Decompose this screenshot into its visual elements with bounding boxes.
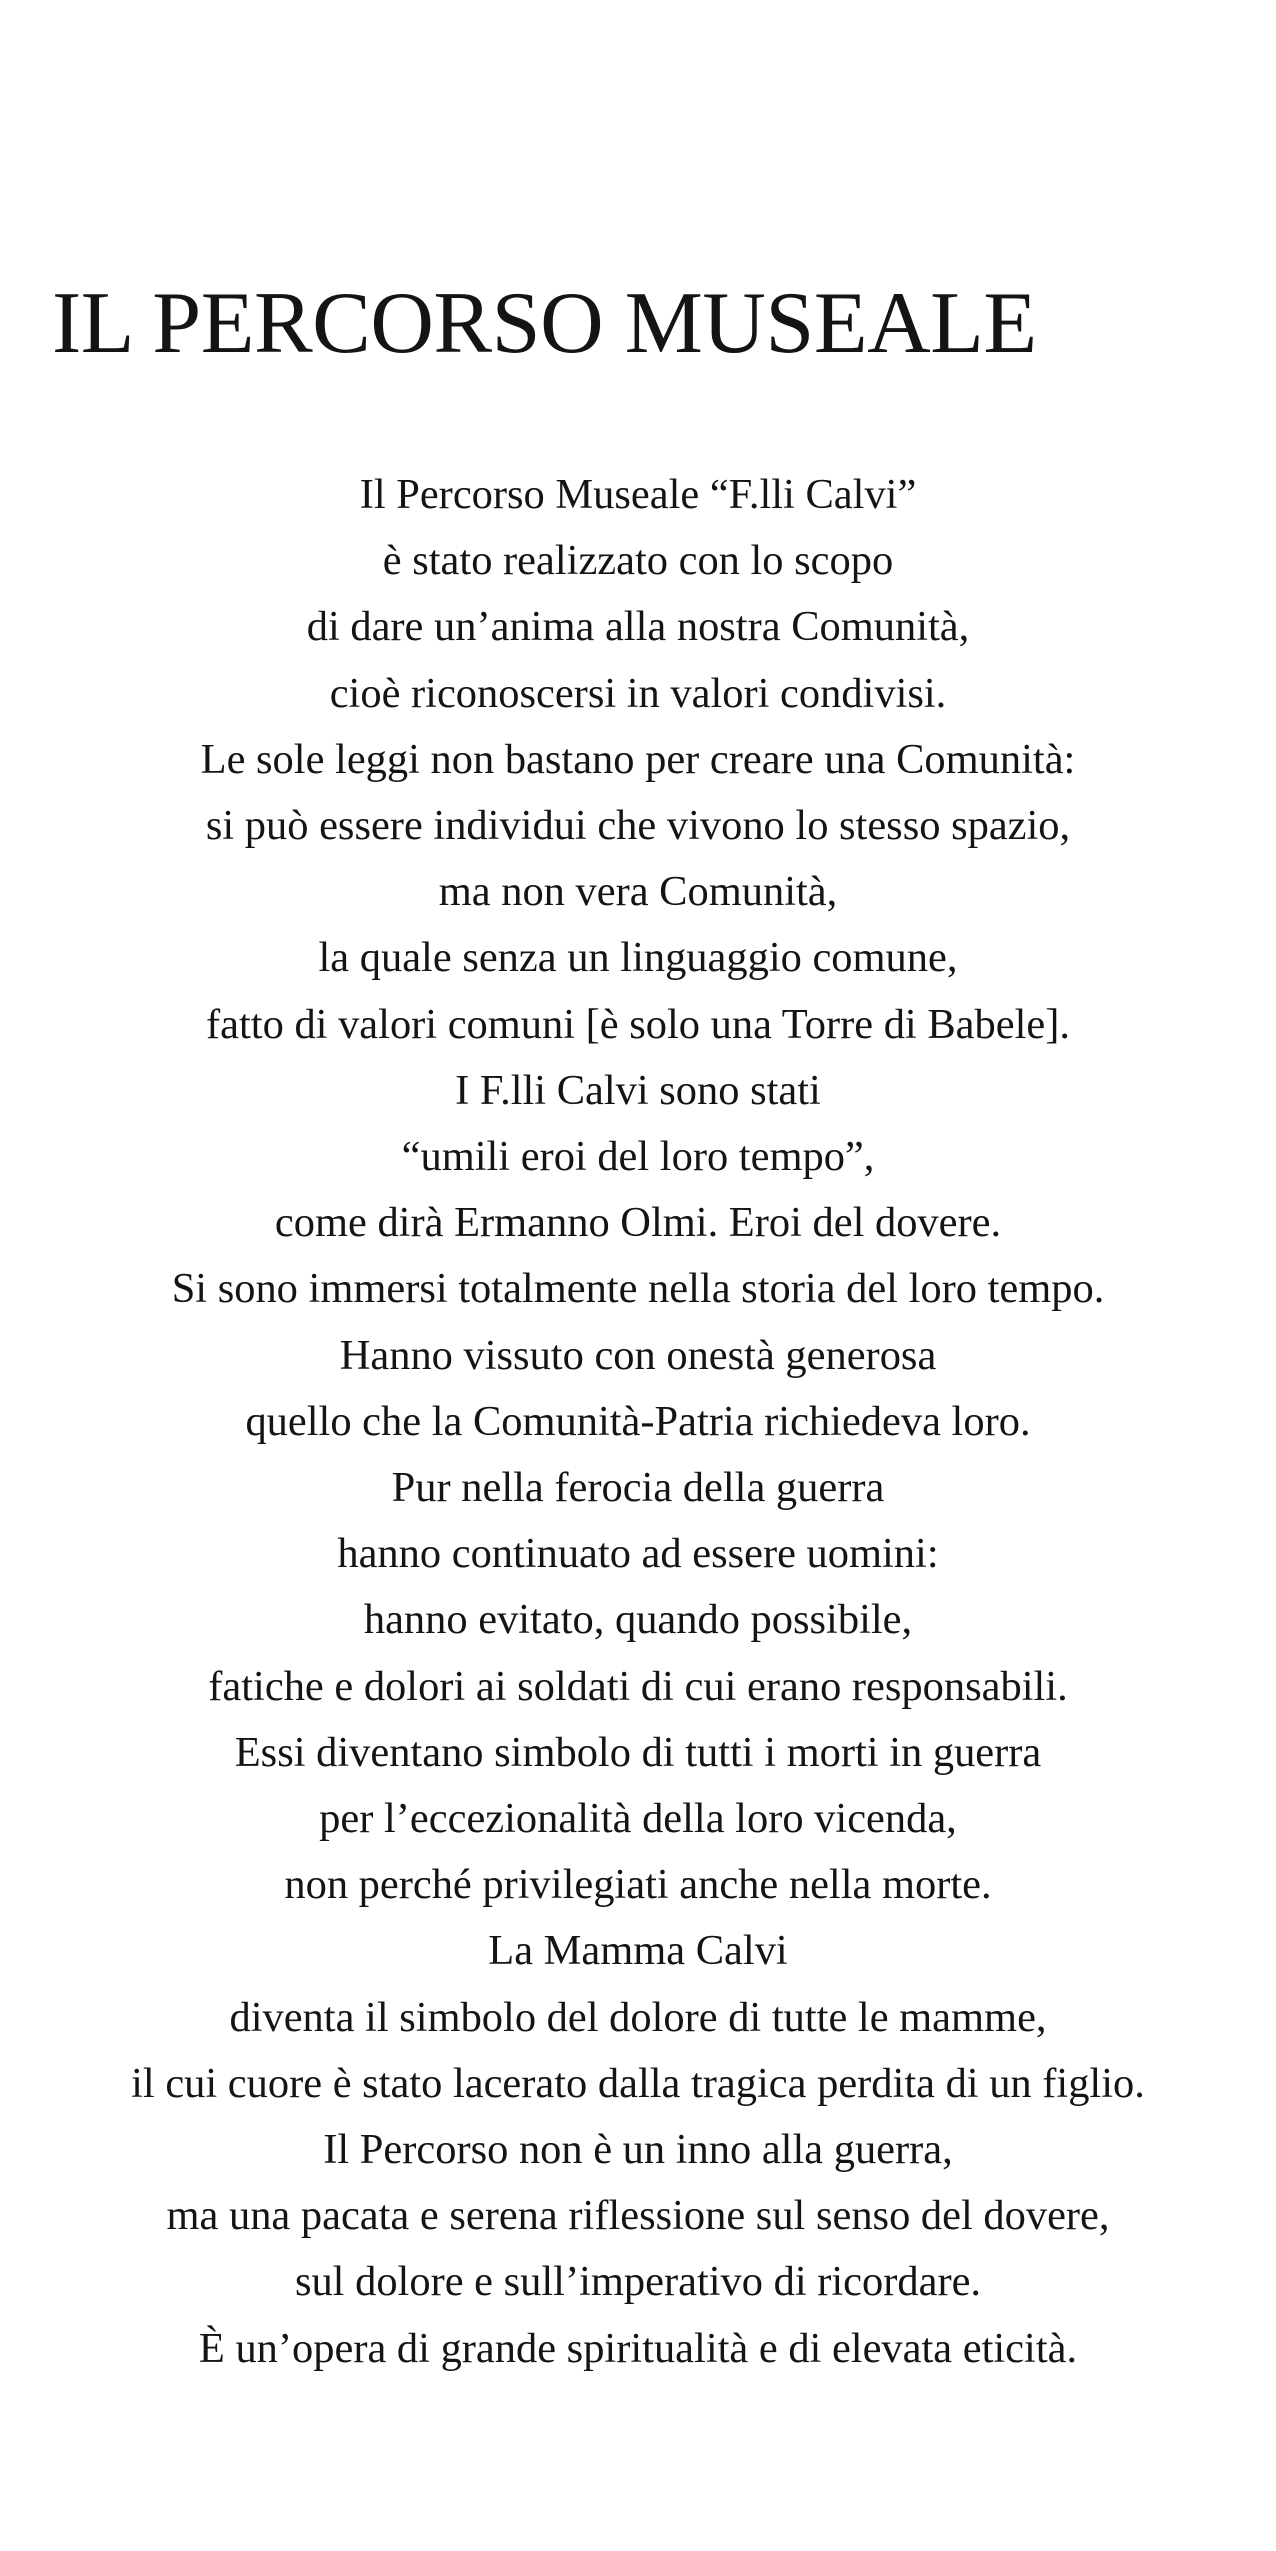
page-title: IL PERCORSO MUSEALE [52,275,1037,372]
text-line: È un’opera di grande spiritualità e di elevata eticità. [198,2324,1078,2372]
text-line: hanno evitato, quando possibile, [363,1596,913,1644]
text-line: ma non vera Comunità, [438,868,838,916]
text-line: si può essere individui che vivono lo stesso spazio, [205,802,1071,850]
text-line: Il Percorso Museale “F.lli Calvi” [359,471,917,518]
text-line: I F.lli Calvi sono stati [455,1066,821,1114]
text-line: La Mamma Calvi [488,1927,788,1975]
text-line: fatiche e dolori ai soldati di cui erano responsabili. [208,1662,1068,1710]
text-line: Le sole leggi non bastano per creare una Comunità: [200,735,1076,783]
text-line: Pur nella ferocia della guerra [391,1464,885,1512]
text-line: Hanno vissuto con onestà generosa [339,1331,937,1379]
text-line: è stato realizzato con lo scopo [382,537,894,585]
body-text [0,462,1276,2382]
text-line: non perché privilegiati anche nella morte. [284,1861,992,1909]
text-line: hanno continuato ad essere uomini: [337,1530,939,1578]
text-line: come dirà Ermanno Olmi. Eroi del dovere. [274,1199,1002,1247]
text-line: per l’eccezionalità della loro vicenda, [319,1795,957,1843]
text-line: ma una pacata e serena riflessione sul senso del dovere, [166,2192,1110,2240]
text-line: Essi diventano simbolo di tutti i morti in guerra [234,1728,1042,1776]
text-line: fatto di valori comuni [è solo una Torre di Babele]. [206,1000,1070,1048]
text-line: la quale senza un linguaggio comune, [318,934,958,982]
text-line: sul dolore e sull’imperativo di ricordare. [294,2258,982,2306]
text-line: di dare un’anima alla nostra Comunità, [306,603,970,651]
text-line: il cui cuore è stato lacerato dalla tragica perdita di un figlio. [131,2059,1145,2107]
text-line: quello che la Comunità-Patria richiedeva loro. [245,1397,1031,1445]
text-line: diventa il simbolo del dolore di tutte le mamme, [229,1993,1047,2041]
text-line: cioè riconoscersi in valori condivisi. [329,669,947,717]
text-line: Si sono immersi totalmente nella storia del loro tempo. [171,1265,1105,1313]
text-line: “umili eroi del loro tempo”, [401,1133,875,1181]
text-line: Il Percorso non è un inno alla guerra, [323,2126,953,2174]
